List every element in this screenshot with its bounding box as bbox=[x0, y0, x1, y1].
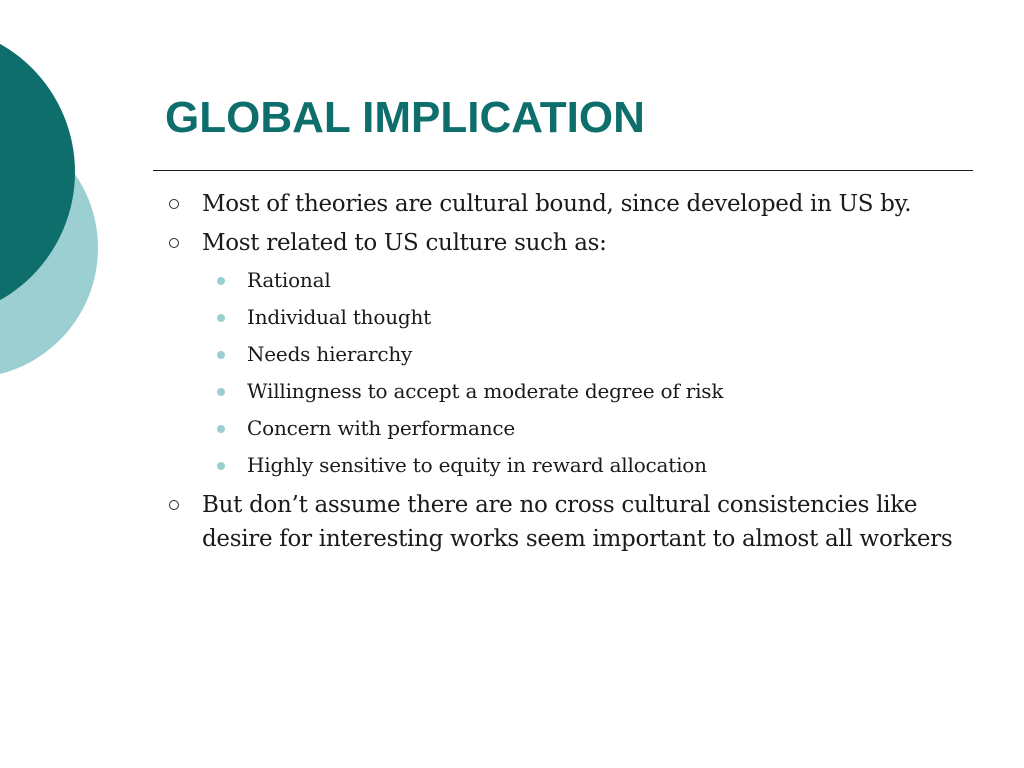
sub-bullet-item bbox=[160, 262, 980, 299]
sub-bullet-item bbox=[160, 410, 980, 447]
bullet-item bbox=[160, 226, 980, 260]
filled-dot-bullet-icon bbox=[217, 425, 225, 433]
sub-bullet-text: Highly sensitive to equity in reward allocation bbox=[247, 453, 707, 477]
bullet-text: Most related to US culture such as: bbox=[202, 230, 607, 256]
sub-bullet-item bbox=[160, 336, 980, 373]
sub-bullet-item bbox=[160, 373, 980, 410]
bullet-text: But don’t assume there are no cross cultural consistencies like desire for interesting works seem important to almost all workers bbox=[202, 492, 953, 552]
filled-dot-bullet-icon bbox=[217, 277, 225, 285]
filled-dot-bullet-icon bbox=[217, 351, 225, 359]
sub-bullet-text: Willingness to accept a moderate degree of risk bbox=[247, 379, 724, 403]
hollow-circle-bullet-icon bbox=[169, 199, 179, 209]
bullet-list bbox=[160, 187, 980, 561]
bullet-text: Most of theories are cultural bound, since developed in US by. bbox=[202, 191, 912, 217]
filled-dot-bullet-icon bbox=[217, 314, 225, 322]
title-divider bbox=[153, 170, 973, 171]
sub-bullet-text: Needs hierarchy bbox=[247, 342, 413, 366]
sub-bullet-text: Rational bbox=[247, 268, 331, 292]
sub-bullet-item bbox=[160, 299, 980, 336]
filled-dot-bullet-icon bbox=[217, 462, 225, 470]
decorative-circles bbox=[0, 0, 110, 410]
filled-dot-bullet-icon bbox=[217, 388, 225, 396]
bullet-item bbox=[160, 187, 980, 221]
bullet-item bbox=[160, 488, 980, 556]
sub-bullet-text: Concern with performance bbox=[247, 416, 516, 440]
hollow-circle-bullet-icon bbox=[169, 500, 179, 510]
slide-title: GLOBAL IMPLICATION bbox=[165, 93, 645, 142]
sub-bullet-list bbox=[160, 262, 980, 484]
sub-bullet-item bbox=[160, 447, 980, 484]
sub-bullet-text: Individual thought bbox=[247, 305, 431, 329]
hollow-circle-bullet-icon bbox=[169, 238, 179, 248]
